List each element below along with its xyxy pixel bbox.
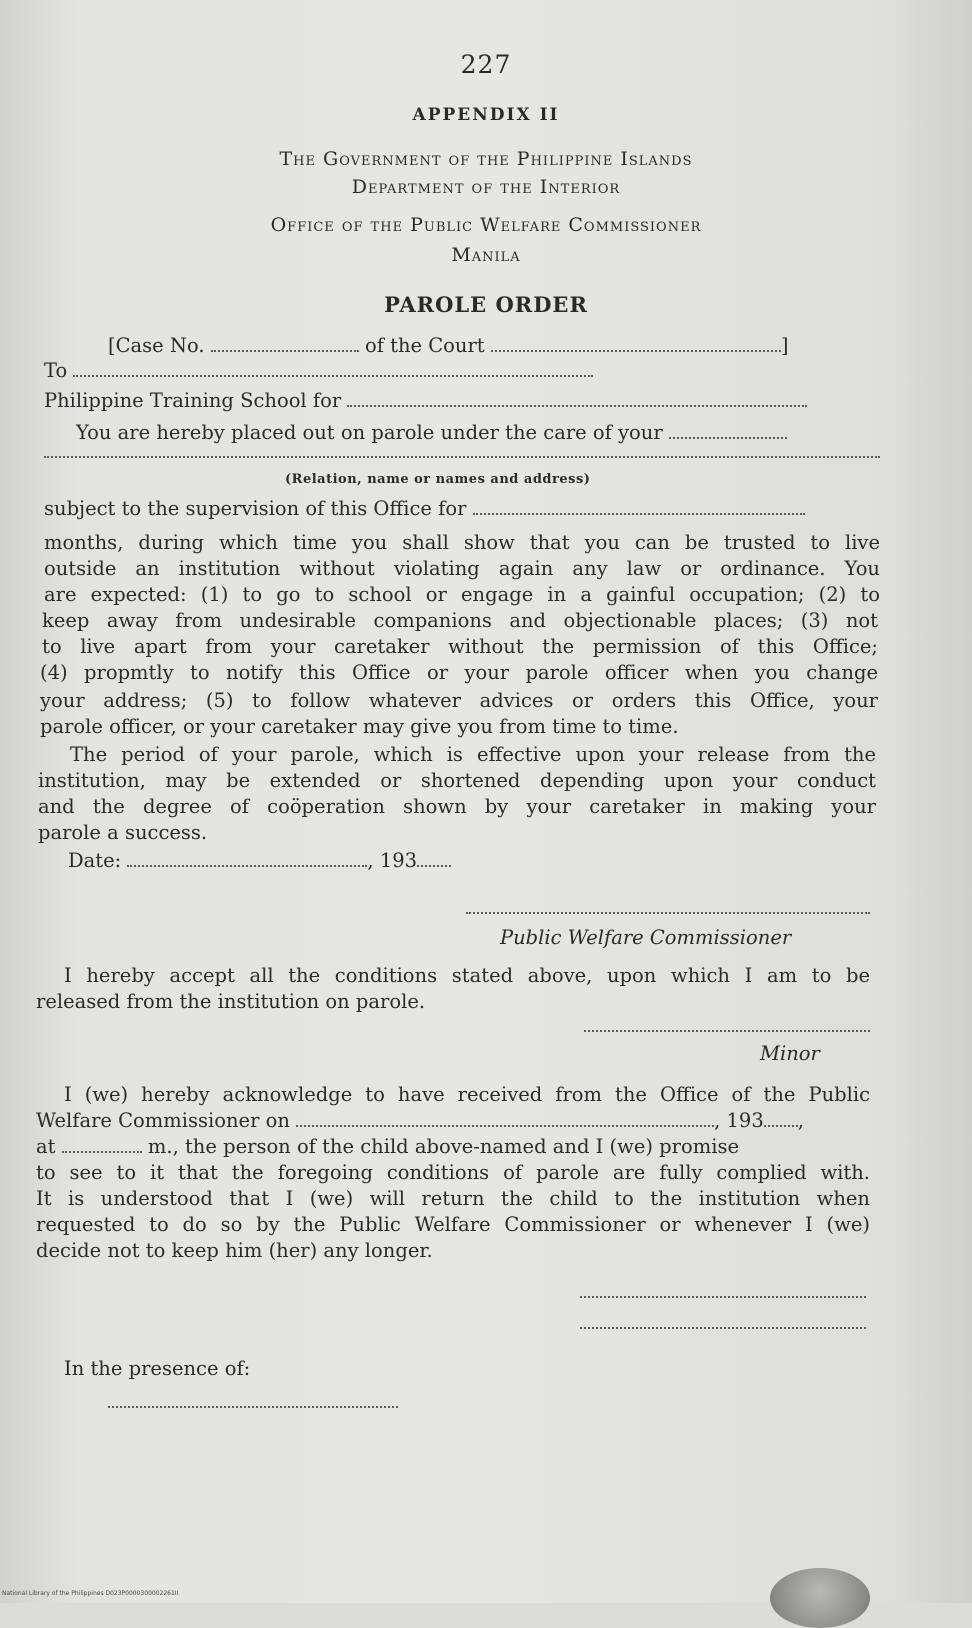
body-line: your address; (5) to follow whatever advices or orders this Office, your <box>40 689 878 712</box>
supervision-label: subject to the supervision of this Office for <box>44 497 467 520</box>
school-label: Philippine Training School for <box>44 389 342 412</box>
witness-signature-line[interactable] <box>108 1406 398 1408</box>
accept-line: I hereby accept all the conditions stated above, upon which I am to be <box>64 964 870 987</box>
period-line: institution, may be extended or shortened depending upon your conduct <box>38 769 876 792</box>
case-close-bracket: ] <box>780 334 789 357</box>
page-number: 227 <box>460 50 512 79</box>
to-label: To <box>44 359 68 382</box>
body-line: (4) propmtly to notify this Office or your parole officer when you change <box>40 661 878 684</box>
body-line: months, during which time you shall show that you can be trusted to live <box>44 531 880 554</box>
commissioner-signature-label: Public Welfare Commissioner <box>500 926 792 949</box>
period-line: and the degree of coöperation shown by your caretaker in making your <box>38 795 876 818</box>
supervision-line <box>44 496 805 522</box>
period-line: parole a success. <box>38 821 208 844</box>
commissioner-signature-line[interactable] <box>466 912 870 914</box>
school-field[interactable] <box>347 389 807 407</box>
caretaker-field-line-2[interactable] <box>44 456 880 458</box>
body-line: outside an institution without violating again any law or ordinance. You <box>44 557 880 580</box>
minor-signature-label: Minor <box>760 1042 820 1065</box>
care-line <box>76 420 787 446</box>
case-line <box>108 333 788 359</box>
to-field[interactable] <box>73 359 593 377</box>
date-year: , 193 <box>367 849 418 872</box>
scan-artifact <box>770 1568 870 1628</box>
header-government: The Government of the Philippine Islands <box>279 148 693 170</box>
acknowledge-line: I (we) hereby acknowledge to have received from the Office of the Public <box>64 1083 870 1106</box>
case-number-field[interactable] <box>211 334 359 352</box>
relation-note: (Relation, name or names and address) <box>285 472 591 487</box>
date-year-field[interactable] <box>417 849 451 867</box>
header-city: Manila <box>451 244 521 266</box>
care-label: You are hereby placed out on parole under the care of your <box>76 421 663 444</box>
date-field[interactable] <box>127 849 367 867</box>
body-line: keep away from undesirable companions and objectionable places; (3) not <box>42 609 878 632</box>
date-line <box>68 848 451 874</box>
acknowledge-line: It is understood that I (we) will return the child to the institution when <box>36 1187 870 1210</box>
court-field[interactable] <box>491 334 781 352</box>
body-line: are expected: (1) to go to school or engage in a gainful occupation; (2) to <box>44 583 880 606</box>
received-year-field[interactable] <box>764 1109 798 1127</box>
body-line: to live apart from your caretaker without the permission of this Office; <box>42 635 878 658</box>
received-date-field[interactable] <box>296 1109 714 1127</box>
caretaker-field[interactable] <box>669 421 787 439</box>
time-rest: m., the person of the child above-named and I (we) promise <box>147 1135 739 1158</box>
to-line <box>44 358 593 384</box>
presence-label: In the presence of: <box>64 1357 251 1380</box>
period-line: The period of your parole, which is effective upon your release from the <box>70 743 876 766</box>
acknowledge-received-line <box>36 1108 804 1134</box>
at-label: at <box>36 1135 56 1158</box>
appendix-heading: APPENDIX II <box>412 105 560 125</box>
accept-line: released from the institution on parole. <box>36 990 426 1013</box>
guardian-signature-line-2[interactable] <box>580 1327 866 1329</box>
acknowledge-time-line <box>36 1134 739 1160</box>
acknowledge-line: to see to it that the foregoing conditions of parole are fully complied with. <box>36 1161 870 1184</box>
time-field[interactable] <box>62 1135 142 1153</box>
received-year: , 193 <box>714 1109 764 1132</box>
header-office: Office of the Public Welfare Commissioner <box>270 214 702 236</box>
footer-source-text: National Library of the Philippines D023P0000300002261II <box>2 1590 179 1597</box>
acknowledge-line: decide not to keep him (her) any longer. <box>36 1239 433 1262</box>
received-on-label: Welfare Commissioner on <box>36 1109 290 1132</box>
form-title: PAROLE ORDER <box>384 292 588 317</box>
court-label: of the Court <box>364 334 485 357</box>
school-line <box>44 388 807 414</box>
acknowledge-line: requested to do so by the Public Welfare Commissioner or whenever I (we) <box>36 1213 870 1236</box>
header-department: Department of the Interior <box>351 176 621 198</box>
minor-signature-line[interactable] <box>584 1030 870 1032</box>
date-label: Date: <box>68 849 122 872</box>
case-label: [Case No. <box>108 334 205 357</box>
body-line: parole officer, or your caretaker may give you from time to time. <box>40 715 679 738</box>
received-comma: , <box>797 1109 804 1132</box>
supervision-months-field[interactable] <box>473 497 805 515</box>
guardian-signature-line-1[interactable] <box>580 1296 866 1298</box>
